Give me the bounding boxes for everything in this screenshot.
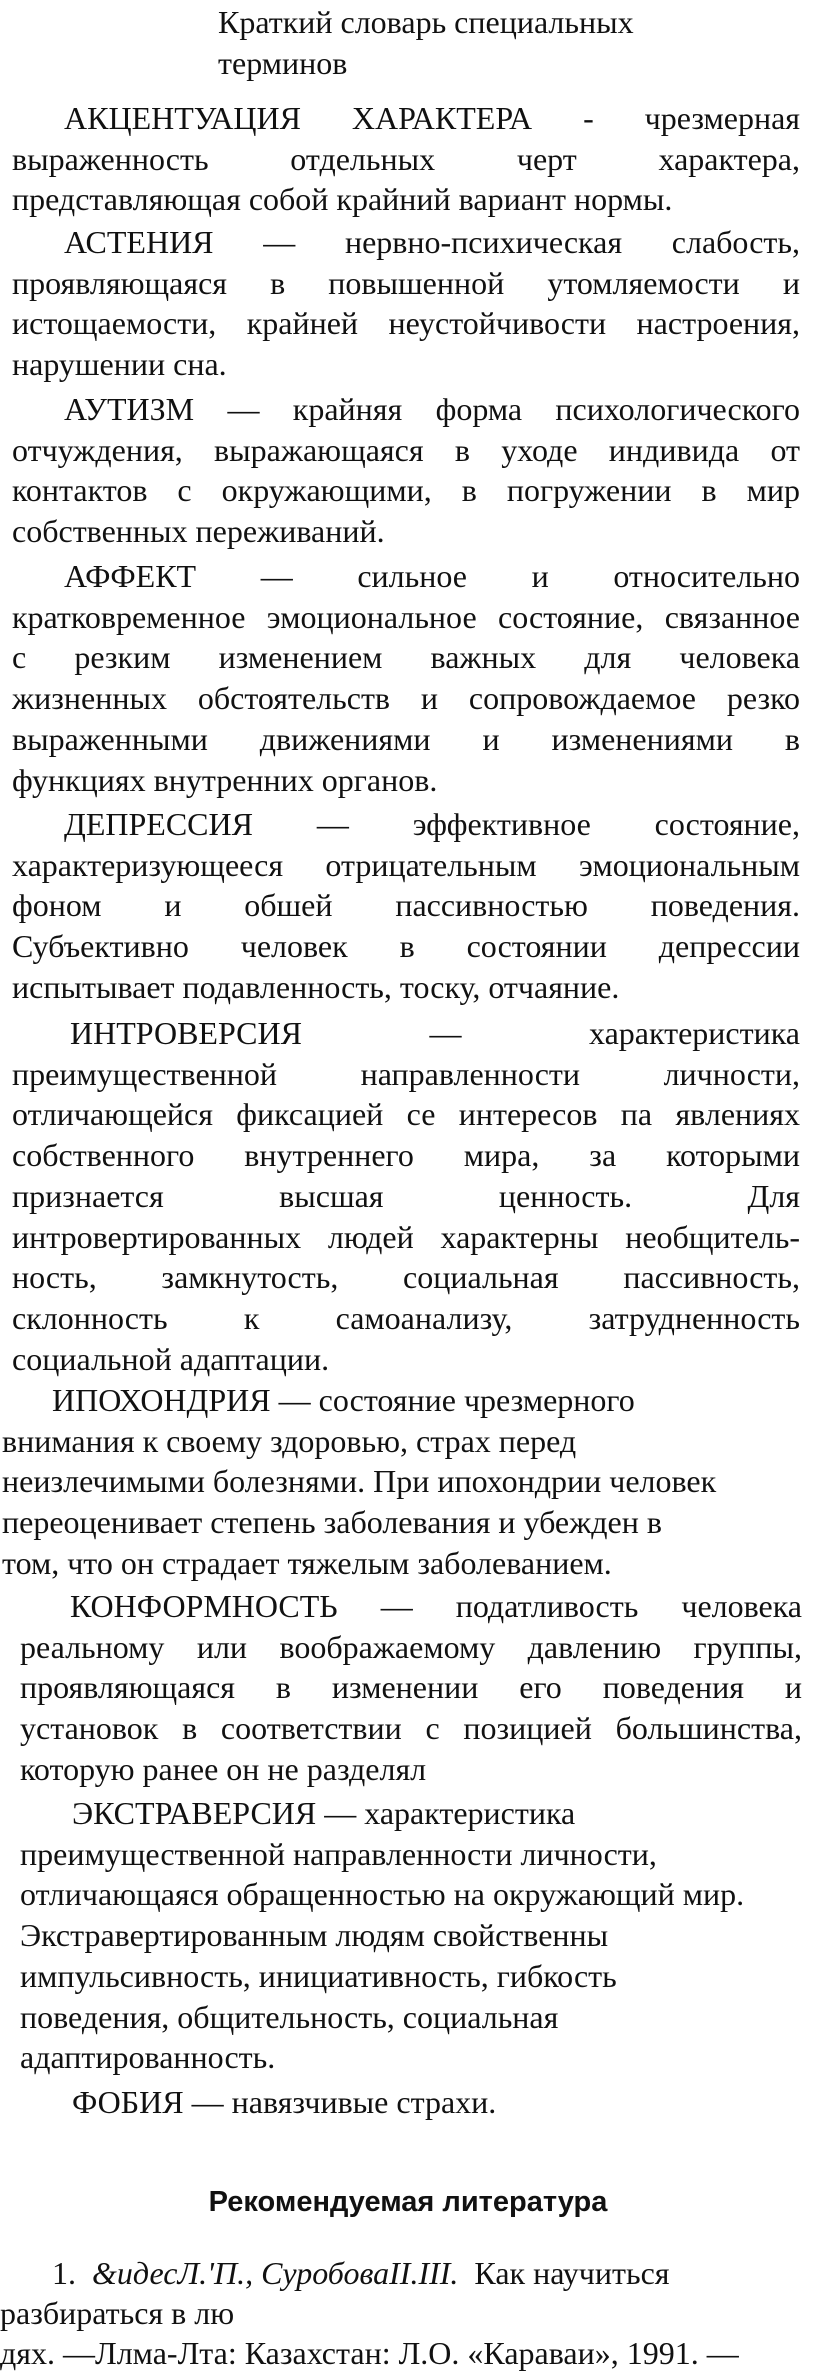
entry-line: преимущественной направленности личности, [20, 1835, 657, 1872]
entry-line: проявляющаяся в изменении его поведения и [20, 1669, 802, 1706]
entry-line: ность, замкнутость, социальная пассивность, [12, 1259, 800, 1296]
entry-line: выраженность отдельных черт характера, [12, 140, 800, 177]
literature-heading: Рекомендуемая литература [208, 2186, 608, 2218]
entry-line: АФФЕКТ — сильное и относительно [64, 558, 800, 594]
term-entry-affect [12, 556, 800, 800]
term-entry-autism [12, 389, 800, 552]
page-title: Краткий словарь специальных терминов [218, 4, 634, 81]
entry-line: собственного внутреннего мира, за которыми [12, 1137, 800, 1174]
entry-line: истощаемости, крайней неустойчивости настроения, [12, 305, 800, 342]
entry-line: АУТИЗМ — крайняя форма психологического [64, 391, 800, 427]
entry-line: адаптированность. [20, 2039, 276, 2076]
entry-line: преимущественной направленности личности, [12, 1055, 800, 1092]
entry-line: переоценивает степень заболевания и убежден в [2, 1504, 662, 1541]
term-entry-conformity [20, 1586, 802, 1790]
entry-line: ИПОХОНДРИЯ — состояние чрезмерного [52, 1382, 635, 1418]
entry-line: фоном и обшей пассивностью поведения. [12, 887, 800, 924]
entry-line: реальному или воображаемому давлению группы, [20, 1628, 802, 1665]
entry-line: кратковременное эмоциональное состояние, связанное [12, 598, 800, 635]
entry-line: социальной адаптации. [12, 1340, 330, 1377]
term-entry-extraversion [20, 1793, 810, 2078]
entry-line: интровертированных людей характерны необщитель- [12, 1218, 800, 1255]
entry-line: Экстравертированным людям свойственны [20, 1917, 609, 1954]
entry-line: жизненных обстоятельств и сопровождаемое резко [12, 680, 800, 717]
entry-line: импульсивность, инициативность, гибкость [20, 1957, 617, 1994]
entry-line: неизлечимыми болезнями. При ипохондрии человек [2, 1463, 717, 1500]
entry-line: установок в соответствии с позицией большинства, [20, 1710, 802, 1747]
entry-line: отличающаяся обращенностью на окружающий мир. [20, 1876, 745, 1913]
entry-line: ИНТРОВЕРСИЯ — характеристика [70, 1015, 800, 1051]
entry-line: собственных переживаний. [12, 513, 385, 550]
term-entry-depression [12, 804, 800, 1008]
item-number: 1. [52, 2255, 76, 2291]
entry-line: отличающейся фиксацией се интересов па явлениях [12, 1096, 800, 1133]
term-entry-phobia [20, 2082, 802, 2123]
literature-list [0, 2253, 816, 2373]
entry-line: внимания к своему здоровью, страх перед [2, 1422, 577, 1459]
item-authors: &идесЛ.'П., СуробоваII.III. [92, 2255, 459, 2291]
entry-line: с резким изменением важных для человека [12, 639, 800, 676]
term-entry-asthenia [12, 222, 800, 385]
entry-line: склонность к самоанализу, затрудненность [12, 1299, 800, 1336]
entry-line: ФОБИЯ — навязчивые страхи. [72, 2084, 497, 2120]
literature-item-1 [0, 2253, 816, 2293]
entry-line: отчуждения, выражающаяся в уходе индивида от [12, 431, 800, 468]
entry-line: проявляющаяся в повышенной утомляемости и [12, 264, 800, 301]
entry-line: Субъективно человек в состоянии депрессии [12, 928, 800, 965]
entry-line: АСТЕНИЯ — нервно-психическая слабость, [64, 224, 800, 260]
entry-line: нарушении сна. [12, 346, 227, 383]
entry-line: АКЦЕНТУАЦИЯ ХАРАКТЕРА - чрезмерная [64, 100, 800, 136]
term-entry-hypochondria [2, 1380, 802, 1584]
entry-line: ДЕПРЕССИЯ — эффективное состояние, [64, 806, 800, 842]
entry-line: контактов с окружающими, в погружении в мир [12, 472, 800, 509]
entry-line: испытывает подавленность, тоску, отчаяние. [12, 968, 620, 1005]
entry-line: ЭКСТРАВЕРСИЯ — характеристика [72, 1795, 576, 1831]
term-entry-accentuation [12, 98, 800, 220]
entry-line: которую ранее он не разделял [20, 1750, 427, 1787]
entry-line: выраженными движениями и изменениями в [12, 720, 800, 757]
literature-item-1-cont: разбираться в лю [0, 2295, 235, 2331]
literature-item-1-cont2: дях. —Ллма-Лта: Казахстан: Л.О. «Караваи», 1991. — [0, 2335, 739, 2371]
entry-line: признается высшая ценность. Для [12, 1177, 800, 1214]
entry-line: характеризующееся отрицательным эмоциональным [12, 846, 800, 883]
entry-line: КОНФОРМНОСТЬ — податливость человека [70, 1588, 802, 1624]
entry-line: том, что он страдает тяжелым заболеванием. [2, 1544, 612, 1581]
term-entry-introversion [12, 1013, 800, 1379]
entry-line: функциях внутренних органов. [12, 761, 438, 798]
entry-line: поведения, общительность, социальная [20, 1998, 559, 2035]
item-text: Как научиться [474, 2255, 670, 2291]
entry-line: представляющая собой крайний вариант нормы. [12, 181, 673, 218]
